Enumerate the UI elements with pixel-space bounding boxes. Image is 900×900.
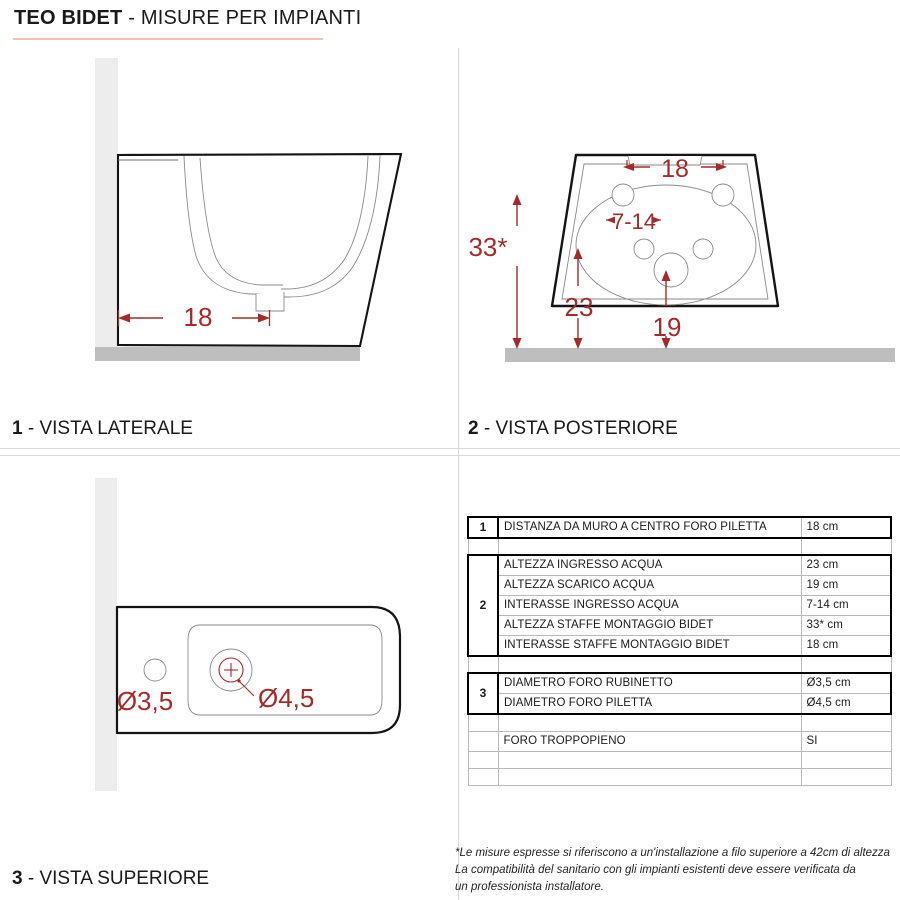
footnote-line-1: *Le misure espresse si riferiscono a un'installazione a filo superiore a 42cm di altezza <box>455 847 890 859</box>
table-cell-value: 18 cm <box>801 636 891 657</box>
table-cell-description: ALTEZZA SCARICO ACQUA <box>498 576 801 596</box>
divider-horizontal-middle <box>0 455 900 456</box>
dimension-label-33-rear: 33* <box>468 232 508 262</box>
caption-view-side <box>12 418 193 440</box>
table-row-spacer <box>468 714 891 731</box>
table-row-spacer <box>468 768 891 785</box>
table-cell-description: DIAMETRO FORO PILETTA <box>498 694 801 715</box>
caption-number-1: 1 <box>12 418 23 439</box>
caption-label-2: VISTA POSTERIORE <box>495 418 678 439</box>
table-cell-value: 19 cm <box>801 576 891 596</box>
table-cell-group-number <box>468 656 498 673</box>
table-cell-value <box>801 656 891 673</box>
table-row <box>468 517 891 538</box>
table-cell-value: Ø4,5 cm <box>801 694 891 715</box>
table-cell-group-number <box>468 768 498 785</box>
dimension-label-23-rear: 23 <box>564 292 594 322</box>
dimension-label-d35-top: Ø3,5 <box>116 686 174 716</box>
dimension-label-19-rear: 19 <box>652 312 682 342</box>
table-row <box>468 596 891 616</box>
page-title-subtitle: - MISURE PER IMPIANTI <box>122 7 362 29</box>
table-cell-value <box>801 538 891 555</box>
table-row <box>468 576 891 596</box>
mounting-hole-left <box>612 184 634 206</box>
table-cell-value: 23 cm <box>801 555 891 576</box>
table-row <box>468 616 891 636</box>
water-inlet-hole-right <box>693 239 713 259</box>
dimension-label-18-side: 18 <box>183 302 213 332</box>
specifications-table <box>467 516 892 786</box>
footnote-line-2: La compatibilità del sanitario con gli impianti esistenti deve essere verificata da <box>455 864 856 876</box>
table-cell-description: INTERASSE INGRESSO ACQUA <box>498 596 801 616</box>
footnote-block <box>455 845 895 896</box>
floor-surface-rear <box>505 348 895 362</box>
table-row-spacer <box>468 751 891 768</box>
table-cell-description <box>498 656 801 673</box>
page-title-brand: TEO BIDET <box>14 7 123 29</box>
caption-view-top <box>12 868 209 890</box>
table-cell-description: INTERASSE STAFFE MONTAGGIO BIDET <box>498 636 801 657</box>
table-cell-value: 33* cm <box>801 616 891 636</box>
view-panel-top <box>0 460 458 840</box>
table-cell-value <box>801 714 891 731</box>
table-cell-description <box>498 714 801 731</box>
caption-separator-1: - <box>22 418 40 439</box>
table-cell-value: SI <box>801 731 891 751</box>
table-cell-description <box>498 768 801 785</box>
dimension-label-18-rear: 18 <box>661 155 689 183</box>
title-underline-rule <box>13 38 323 40</box>
dimension-33-rear <box>513 194 522 349</box>
table-cell-value: 18 cm <box>801 517 891 538</box>
floor-surface <box>95 347 360 361</box>
wall-surface-top <box>95 478 117 791</box>
table-cell-description <box>498 538 801 555</box>
footnote-line-3: un professionista installatore. <box>455 881 604 893</box>
table-row-spacer <box>468 538 891 555</box>
table-cell-group-number <box>468 714 498 731</box>
table-cell-group-number <box>468 538 498 555</box>
table-cell-description: ALTEZZA INGRESSO ACQUA <box>498 555 801 576</box>
drain-hole-rear <box>654 253 688 287</box>
table-cell-description: DISTANZA DA MURO A CENTRO FORO PILETTA <box>498 517 801 538</box>
table-cell-description: ALTEZZA STAFFE MONTAGGIO BIDET <box>498 616 801 636</box>
view-panel-rear <box>458 48 900 443</box>
table-cell-value <box>801 768 891 785</box>
caption-label-3: VISTA SUPERIORE <box>39 868 210 889</box>
caption-separator-3: - <box>22 868 40 889</box>
water-inlet-hole-left <box>634 239 654 259</box>
table-cell-value <box>801 751 891 768</box>
divider-under-caption-1 <box>0 448 458 449</box>
table-row <box>468 673 891 694</box>
page-header <box>12 6 512 46</box>
drain-leader-dot <box>237 679 240 682</box>
caption-label-1: VISTA LATERALE <box>39 418 193 439</box>
table-row <box>468 555 891 576</box>
divider-vertical-bottom <box>458 456 459 900</box>
wall-surface <box>95 58 118 351</box>
caption-number-3: 3 <box>12 868 23 889</box>
caption-number-2: 2 <box>468 418 479 439</box>
table-cell-value: 7-14 cm <box>801 596 891 616</box>
caption-separator-2: - <box>478 418 496 439</box>
specifications-table-container <box>467 516 890 786</box>
table-row <box>468 636 891 657</box>
view-panel-side <box>0 48 458 443</box>
table-row-spacer <box>468 656 891 673</box>
mounting-hole-right <box>712 184 734 206</box>
tap-hole-top <box>144 659 166 681</box>
table-cell-group-number: 2 <box>468 555 498 656</box>
table-cell-group-number <box>468 751 498 768</box>
dimension-label-d45-top: Ø4,5 <box>258 683 315 713</box>
table-cell-description <box>498 751 801 768</box>
table-row <box>468 731 891 751</box>
table-cell-value: Ø3,5 cm <box>801 673 891 694</box>
dimension-label-7-14-rear: 7-14 <box>611 209 657 234</box>
divider-under-caption-2 <box>458 448 900 449</box>
table-cell-group-number <box>468 731 498 751</box>
caption-view-rear <box>468 418 678 440</box>
table-cell-description: FORO TROPPOPIENO <box>498 731 801 751</box>
table-cell-description: DIAMETRO FORO RUBINETTO <box>498 673 801 694</box>
table-cell-group-number: 3 <box>468 673 498 714</box>
page-title <box>12 6 512 30</box>
table-row <box>468 694 891 715</box>
table-cell-group-number: 1 <box>468 517 498 538</box>
bidet-drain-nub <box>256 292 284 311</box>
